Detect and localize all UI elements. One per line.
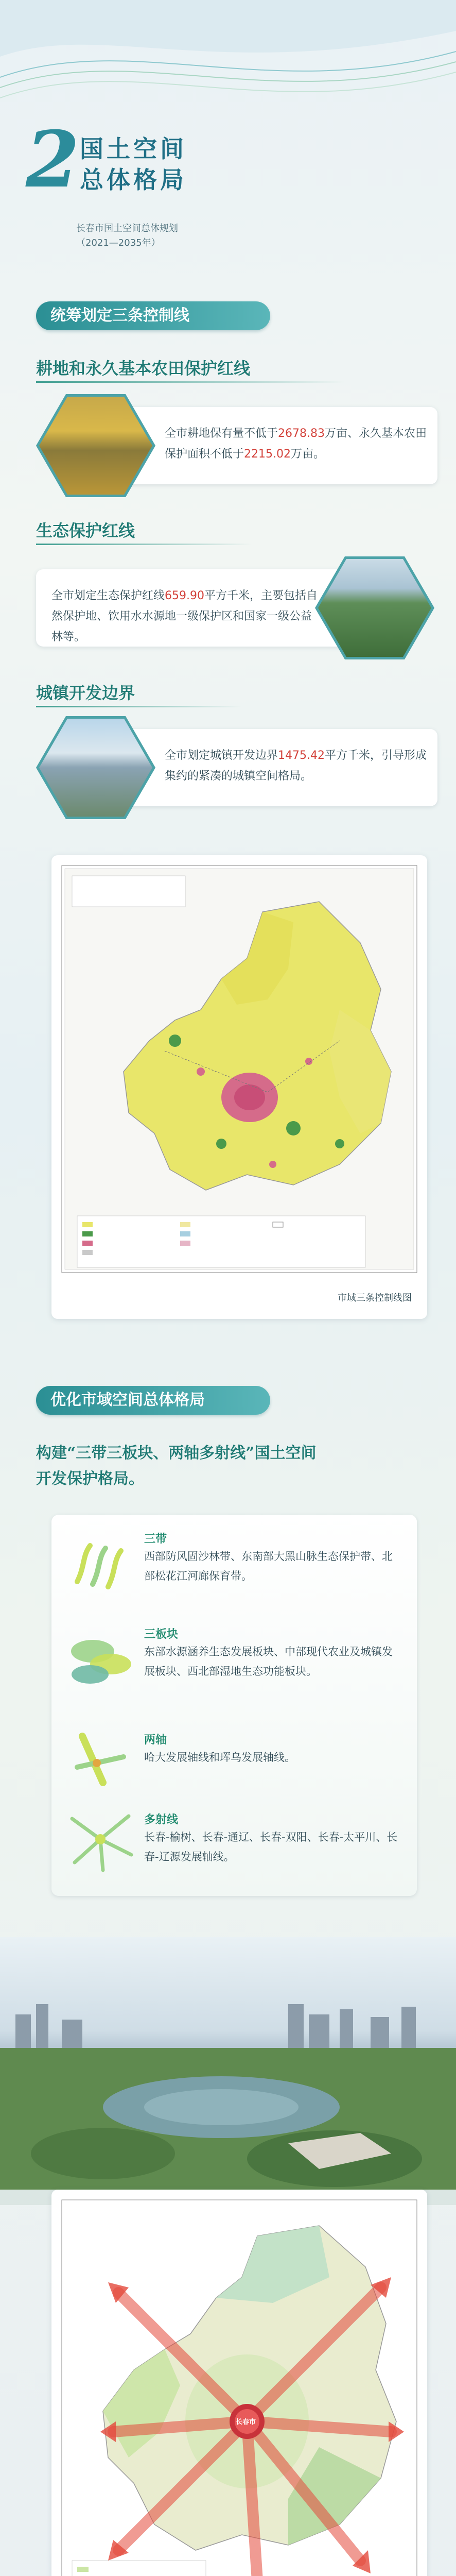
- item-three-sectors-desc: 东部水源涵养生态发展板块、中部现代农业及城镇发展板块、西北部湿地生态功能板块。: [144, 1646, 393, 1677]
- page-title-line2: 总体格局: [80, 166, 187, 194]
- farmland-heading: 耕地和永久基本农田保护红线: [36, 359, 251, 378]
- farmland-text: 全市耕地保有量不低于2678.83万亩、永久基本农田保护面积不低于2215.02万亩。: [165, 427, 427, 461]
- eco-heading-underline: [36, 544, 252, 545]
- eco-heading: 生态保护红线: [36, 521, 135, 540]
- three-sectors-icon: [62, 1628, 139, 1690]
- pattern-heading-line1: 构建“三带三板块、两轴多射线”国土空间: [36, 1444, 317, 1462]
- eco-value-a: 659.90: [165, 589, 204, 602]
- urban-text: 全市划定城镇开发边界1475.42平方千米，引导形成集约的紧凑的城镇空间格局。: [165, 749, 427, 783]
- control-lines-map-card: [51, 855, 427, 1319]
- subtitle-line1: 长春市国土空间总体规划: [76, 223, 178, 234]
- item-two-axes-desc: 哈大发展轴线和珲乌发展轴线。: [144, 1751, 295, 1764]
- item-multi-rays-title: 多射线: [144, 1814, 179, 1826]
- pattern-heading-line2: 开发保护格局。: [36, 1470, 144, 1488]
- eco-text: 全市划定生态保护红线659.90平方千米，主要包括自然保护地、饮用水水源地一级保护区和国家一级公益林等。: [51, 589, 318, 643]
- farmland-value-a: 2678.83: [278, 427, 325, 440]
- overall-pattern-map: [51, 2190, 427, 2576]
- changchun-center-label: 长春市: [236, 2418, 256, 2426]
- farmland-heading-underline: [36, 381, 345, 383]
- section-number: 2: [26, 114, 80, 205]
- item-three-sectors-title: 三板块: [144, 1628, 179, 1641]
- item-three-belts-desc: 西部防风固沙林带、东南部大黑山脉生态保护带、北部松花江河廊保育带。: [144, 1550, 393, 1582]
- subtitle-line2: （2021—2035年）: [76, 238, 161, 248]
- section2-pill: 优化市域空间总体格局: [36, 1386, 270, 1415]
- item-multi-rays-desc: 长春-榆树、长春-通辽、长春-双阳、长春-太平川、长春-辽源发展轴线。: [144, 1831, 398, 1863]
- multi-rays-icon: [62, 1803, 139, 1875]
- aerial-city-photo: [0, 1937, 456, 2205]
- map-legend-box: [77, 1216, 365, 1267]
- farmland-value-b: 2215.02: [244, 448, 291, 461]
- control-lines-map-caption: 市域三条控制线图: [338, 1293, 412, 1303]
- overall-pattern-map-card: [51, 2190, 427, 2576]
- urban-heading: 城镇开发边界: [36, 683, 135, 703]
- two-axes-icon: [62, 1726, 139, 1788]
- item-two-axes-title: 两轴: [144, 1734, 167, 1747]
- control-lines-map: [51, 855, 427, 1319]
- three-belts-icon: [62, 1535, 139, 1597]
- pattern-card: [51, 1515, 417, 1896]
- urban-value-a: 1475.42: [278, 749, 325, 762]
- item-three-belts-title: 三带: [144, 1533, 167, 1546]
- urban-heading-underline: [36, 706, 242, 707]
- pattern-map-legend: [72, 2561, 206, 2576]
- page-title-line1: 国土空间: [80, 135, 187, 163]
- section1-pill: 统筹划定三条控制线: [36, 301, 270, 330]
